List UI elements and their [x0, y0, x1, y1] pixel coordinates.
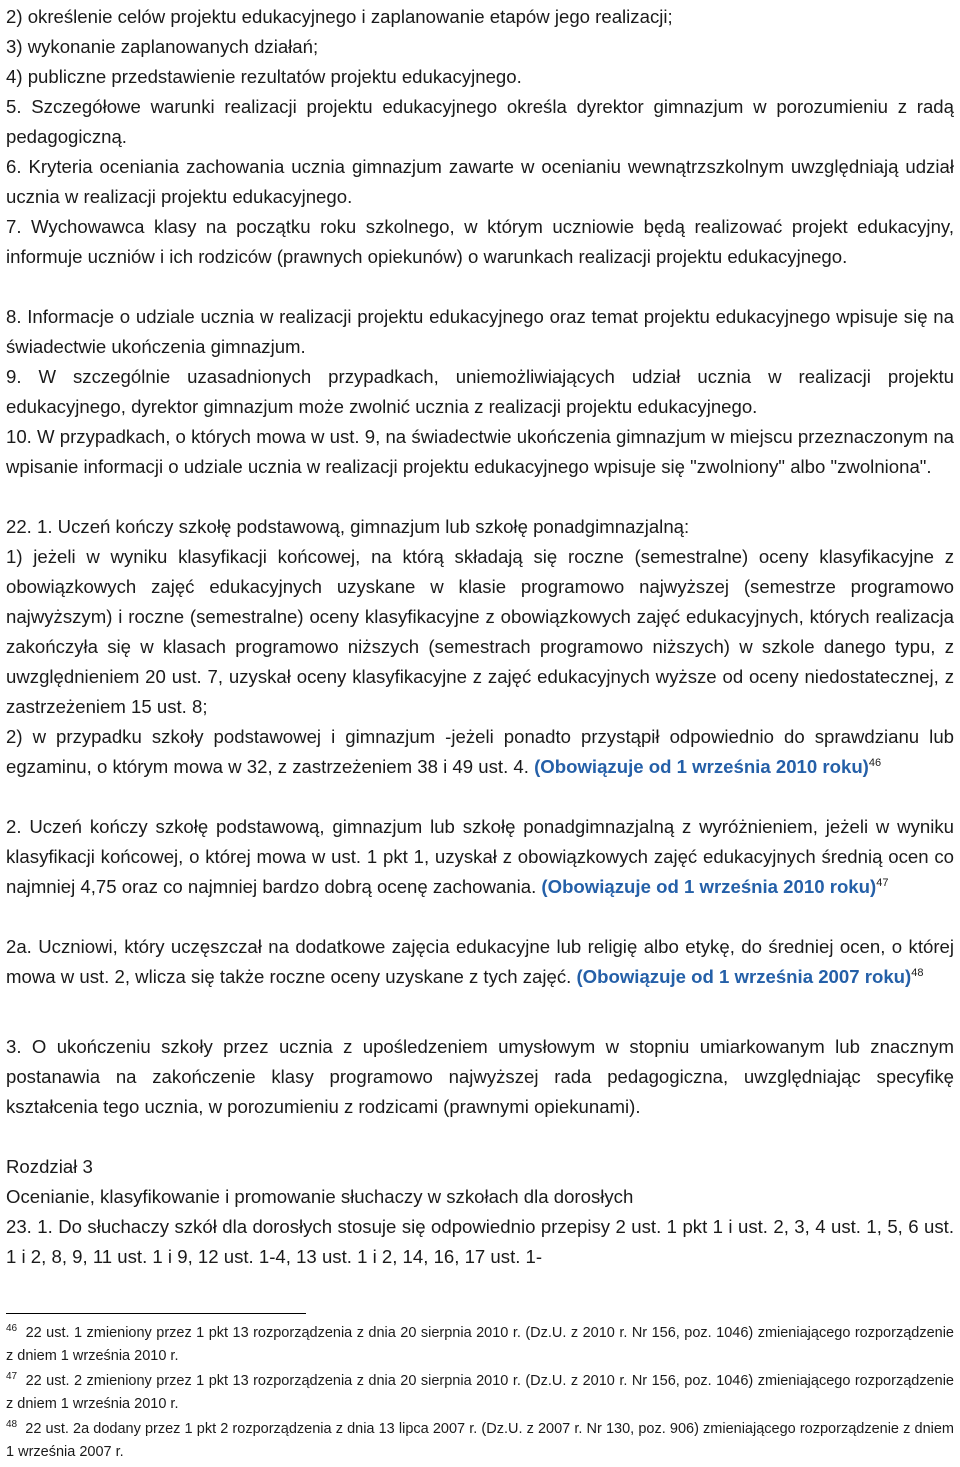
effective-date-note: (Obowiązuje od 1 września 2010 roku)	[541, 876, 877, 897]
paragraph-7: 7. Wychowawca klasy na początku roku szkolnego, w którym uczniowie będą realizować projekt edukacyjny, informuje uczniów i ich rodziców (prawnych opiekunów) o warunkach realizacji projektu edukacyjnego.	[6, 216, 954, 267]
list-item-4: 4) publiczne przedstawienie rezultatów projektu edukacyjnego.	[6, 66, 522, 87]
section-22-ust-2a	[6, 932, 954, 992]
footnote-ref-47[interactable]: 47	[876, 876, 889, 889]
footnote-ref-46[interactable]: 46	[868, 756, 882, 769]
paragraph-6: 6. Kryteria oceniania zachowania ucznia gimnazjum zawarte w ocenianiu wewnątrzszkolnym uwzględniają udział ucznia w realizacji projektu edukacyjnego.	[6, 156, 954, 207]
effective-date-note: (Obowiązuje od 1 września 2007 roku)	[576, 966, 912, 987]
paragraph-10: 10. W przypadkach, o których mowa w ust. 9, na świadectwie ukończenia gimnazjum w miejscu przeznaczonym na wpisanie informacji o udziale ucznia w realizacji projektu edukacyjnego wpisuje się "zwolniony" albo "zwolniona".	[6, 426, 954, 477]
footnote-47	[6, 1370, 954, 1416]
paragraph-8: 8. Informacje o udziale ucznia w realizacji projektu edukacyjnego oraz temat projektu edukacyjnego wpisuje się na świadectwie ukończenia gimnazjum.	[6, 306, 954, 357]
footnote-number: 46	[6, 1323, 18, 1335]
effective-date-note: (Obowiązuje od 1 września 2010 roku)	[534, 756, 869, 777]
section-23: 23. 1. Do słuchaczy szkół dla dorosłych stosuje się odpowiednio przepisy 2 ust. 1 pkt 1 i ust. 2, 3, 4 ust. 1, 5, 6 ust. 1 i 2, 8, 9, 11 ust. 1 i 9, 12 ust. 1-4, 13 ust. 1 i 2, 14, 16, 17 ust. 1-	[6, 1216, 954, 1267]
paragraph-text: 2) w przypadku szkoły podstawowej i gimnazjum -jeżeli ponadto przystąpił odpowiednio do sprawdzianu lub egzaminu, o którym mowa w 32, z zastrzeżeniem 38 i 49 ust. 4.	[6, 726, 954, 777]
section-22-heading: 22. 1. Uczeń kończy szkołę podstawową, gimnazjum lub szkołę ponadgimnazjalną:	[6, 516, 690, 537]
footnote-46	[6, 1322, 954, 1368]
footnote-text: 22 ust. 1 zmieniony przez 1 pkt 13 rozporządzenia z dnia 20 sierpnia 2010 r. (Dz.U. z 2010 r. Nr 156, poz. 1046) zmieniającego rozporządzenie z dniem 1 września 2010 r.	[6, 1325, 954, 1364]
paragraph-text: 2a. Uczniowi, który uczęszczał na dodatkowe zajęcia edukacyjne lub religię albo etykę, do średniej ocen, o której mowa w ust. 2, wlicza się także roczne oceny uzyskane z tych zajęć.	[6, 936, 954, 987]
section-22-point-2	[6, 722, 954, 782]
list-item-2: 2) określenie celów projektu edukacyjnego i zaplanowanie etapów jego realizacji;	[6, 6, 673, 27]
section-22-ust-2	[6, 812, 954, 902]
paragraph-9: 9. W szczególnie uzasadnionych przypadkach, uniemożliwiających udział ucznia w realizacji projektu edukacyjnego, dyrektor gimnazjum może zwolnić ucznia z realizacji projektu edukacyjnego.	[6, 366, 954, 417]
paragraph-text: 2. Uczeń kończy szkołę podstawową, gimnazjum lub szkołę ponadgimnazjalną z wyróżnieniem, jeżeli w wyniku klasyfikacji końcowej, o której mowa w ust. 1 pkt 1, uzyskał z obowiązkowych zajęć edukacyjnych średnią ocen co najmniej 4,75 oraz co najmniej bardzo dobrą ocenę zachowania.	[6, 816, 954, 897]
paragraph-5: 5. Szczegółowe warunki realizacji projektu edukacyjnego określa dyrektor gimnazjum w porozumieniu z radą pedagogiczną.	[6, 96, 954, 147]
footnote-number: 47	[6, 1371, 18, 1383]
list-item-3: 3) wykonanie zaplanowanych działań;	[6, 36, 319, 57]
chapter-title: Ocenianie, klasyfikowanie i promowanie słuchaczy w szkołach dla dorosłych	[6, 1186, 634, 1207]
section-22-ust-3: 3. O ukończeniu szkoły przez ucznia z upośledzeniem umysłowym w stopniu umiarkowanym lub znacznym postanawia na zakończenie klasy programowo najwyższej rada pedagogiczna, uwzględniając specyfikę kształcenia tego ucznia, w porozumieniu z rodzicami (prawnymi opiekunami).	[6, 1036, 954, 1117]
footnote-number: 48	[6, 1419, 18, 1431]
footnote-text: 22 ust. 2a dodany przez 1 pkt 2 rozporządzenia z dnia 13 lipca 2007 r. (Dz.U. z 2007 r. Nr 130, poz. 906) zmieniającego rozporządzenie z dniem 1 września 2007 r.	[6, 1421, 954, 1460]
footnote-ref-48[interactable]: 48	[911, 966, 924, 979]
footnote-divider	[6, 1313, 306, 1314]
footnote-text: 22 ust. 2 zmieniony przez 1 pkt 13 rozporządzenia z dnia 20 sierpnia 2010 r. (Dz.U. z 2010 r. Nr 156, poz. 1046) zmieniającego rozporządzenie z dniem 1 września 2010 r.	[6, 1373, 954, 1412]
chapter-label: Rozdział 3	[6, 1156, 93, 1177]
footnote-48	[6, 1418, 954, 1464]
section-22-point-1: 1) jeżeli w wyniku klasyfikacji końcowej, na którą składają się roczne (semestralne) oceny klasyfikacyjne z obowiązkowych zajęć edukacyjnych uzyskane w klasie programowo najwyższej (semestrze programowo najwyższym) i roczne (semestralne) oceny klasyfikacyjne z obowiązkowych zajęć edukacyjnych, których realizacja zakończyła się w klasach programowo niższych (semestrach programowo niższych) w szkole danego typu, z uwzględnieniem 20 ust. 7, uzyskał oceny klasyfikacyjne z zajęć edukacyjnych wyższe od oceny niedostatecznej, z zastrzeżeniem 15 ust. 8;	[6, 546, 954, 717]
